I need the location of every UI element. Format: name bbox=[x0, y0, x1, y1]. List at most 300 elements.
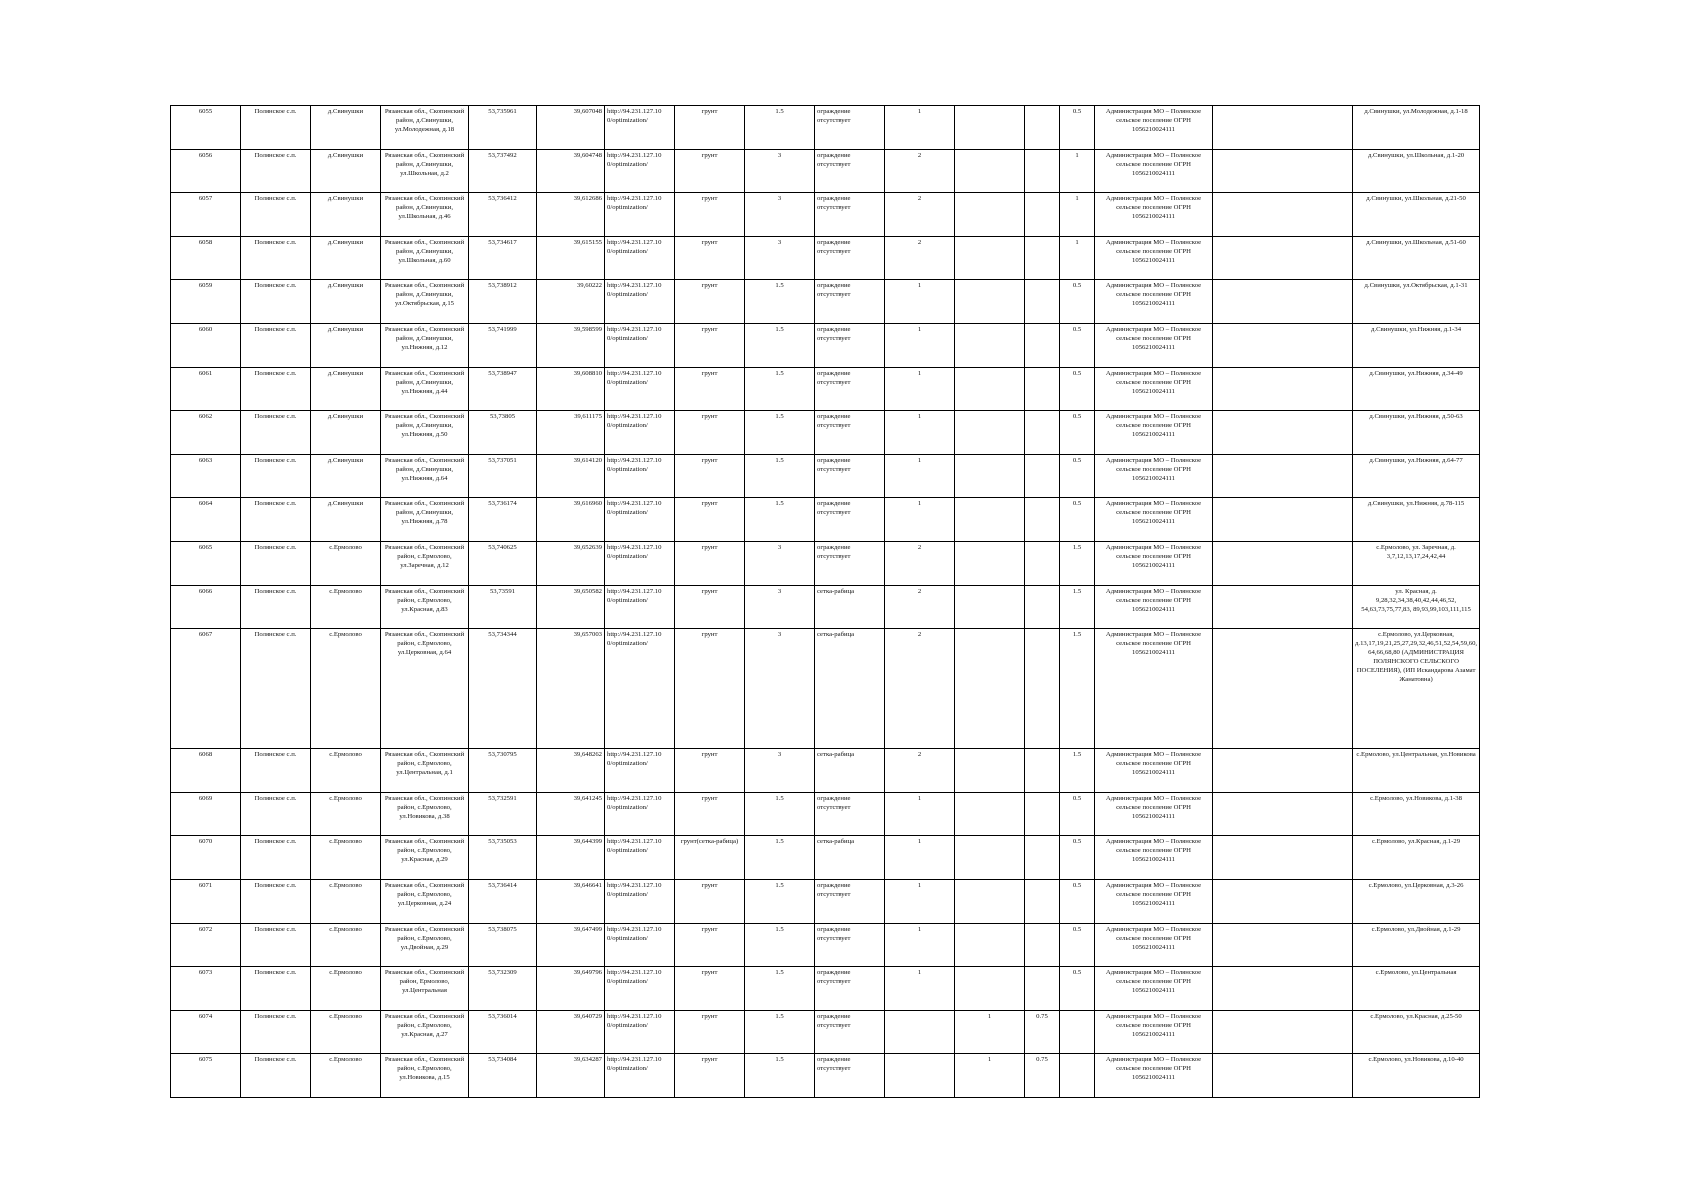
cell-area: 1.5 bbox=[745, 923, 815, 967]
cell-url: http://94.231.127.10 0/optimization/ bbox=[605, 967, 675, 1011]
cell-area: 3 bbox=[745, 585, 815, 629]
cell-longitude: 39,641245 bbox=[537, 792, 605, 836]
cell-containers-alt bbox=[955, 149, 1025, 193]
cell-fence: ограждение отсутствует bbox=[815, 149, 885, 193]
cell-containers: 2 bbox=[885, 749, 955, 793]
cell-containers-alt bbox=[955, 193, 1025, 237]
cell-address: Рязанская обл., Скопинский район, с.Ермолово, ул.Центральная, д.1 bbox=[381, 749, 469, 793]
table-row bbox=[171, 149, 1480, 193]
cell-url: http://94.231.127.10 0/optimization/ bbox=[605, 106, 675, 150]
cell-number: 6067 bbox=[171, 629, 241, 749]
cell-owner: Администрация МО – Полянское сельское поселение ОГРН 1056210024111 bbox=[1095, 454, 1213, 498]
cell-latitude: 53,732591 bbox=[469, 792, 537, 836]
cell-volume-alt bbox=[1025, 967, 1060, 1011]
cell-locality: с.Ермолово bbox=[311, 923, 381, 967]
cell-surface: грунт bbox=[675, 792, 745, 836]
cell-served-addresses: с.Ермолово, ул.Новикова, д.1-38 bbox=[1353, 792, 1480, 836]
cell-area: 1.5 bbox=[745, 1054, 815, 1098]
cell-area: 1.5 bbox=[745, 498, 815, 542]
cell-containers-alt: 1 bbox=[955, 1054, 1025, 1098]
cell-volume: 0.5 bbox=[1060, 454, 1095, 498]
cell-settlement: Полянское с.п. bbox=[241, 629, 311, 749]
cell-fence: ограждение отсутствует bbox=[815, 879, 885, 923]
cell-settlement: Полянское с.п. bbox=[241, 923, 311, 967]
cell-area: 1.5 bbox=[745, 367, 815, 411]
cell-fence: ограждение отсутствует bbox=[815, 498, 885, 542]
cell-area: 1.5 bbox=[745, 280, 815, 324]
cell-locality: с.Ермолово bbox=[311, 749, 381, 793]
cell-longitude: 39,616960 bbox=[537, 498, 605, 542]
cell-url: http://94.231.127.10 0/optimization/ bbox=[605, 749, 675, 793]
cell-locality: д.Свинушки bbox=[311, 149, 381, 193]
cell-latitude: 53,736014 bbox=[469, 1010, 537, 1054]
cell-longitude: 39,615155 bbox=[537, 236, 605, 280]
table-row bbox=[171, 236, 1480, 280]
cell-served-addresses: с.Ермолово, ул.Новикова, д.10-40 bbox=[1353, 1054, 1480, 1098]
cell-served-addresses: д.Свинушки, ул.Нижняя, д.1-34 bbox=[1353, 323, 1480, 367]
cell-served-addresses: ул. Красная, д. 9,28,32,34,38,40,42,44,46,52, 54,63,73,75,77,83, 89,93,99,103,111,115 bbox=[1353, 585, 1480, 629]
cell-owner: Администрация МО – Полянское сельское поселение ОГРН 1056210024111 bbox=[1095, 193, 1213, 237]
cell-owner: Администрация МО – Полянское сельское поселение ОГРН 1056210024111 bbox=[1095, 367, 1213, 411]
cell-containers bbox=[885, 1054, 955, 1098]
cell-containers: 1 bbox=[885, 879, 955, 923]
cell-latitude: 53,732309 bbox=[469, 967, 537, 1011]
cell-locality: д.Свинушки bbox=[311, 367, 381, 411]
table-row bbox=[171, 923, 1480, 967]
cell-owner: Администрация МО – Полянское сельское поселение ОГРН 1056210024111 bbox=[1095, 792, 1213, 836]
cell-containers: 1 bbox=[885, 498, 955, 542]
cell-settlement: Полянское с.п. bbox=[241, 106, 311, 150]
cell-containers: 1 bbox=[885, 280, 955, 324]
cell-containers: 2 bbox=[885, 193, 955, 237]
cell-locality: с.Ермолово bbox=[311, 585, 381, 629]
cell-volume-alt bbox=[1025, 193, 1060, 237]
cell-containers-alt bbox=[955, 323, 1025, 367]
cell-owner: Администрация МО – Полянское сельское поселение ОГРН 1056210024111 bbox=[1095, 236, 1213, 280]
cell-address: Рязанская обл., Скопинский район, Ермолово, ул.Центральная bbox=[381, 967, 469, 1011]
cell-settlement: Полянское с.п. bbox=[241, 836, 311, 880]
cell-area: 3 bbox=[745, 193, 815, 237]
cell-fence: ограждение отсутствует bbox=[815, 280, 885, 324]
cell-url: http://94.231.127.10 0/optimization/ bbox=[605, 411, 675, 455]
cell-owner: Администрация МО – Полянское сельское поселение ОГРН 1056210024111 bbox=[1095, 585, 1213, 629]
cell-extra bbox=[1213, 792, 1353, 836]
cell-address: Рязанская обл., Скопинский район, д.Свинушки, ул.Нижняя, д.50 bbox=[381, 411, 469, 455]
cell-settlement: Полянское с.п. bbox=[241, 367, 311, 411]
cell-number: 6062 bbox=[171, 411, 241, 455]
table-row bbox=[171, 1054, 1480, 1098]
cell-containers: 2 bbox=[885, 149, 955, 193]
cell-latitude: 53,736412 bbox=[469, 193, 537, 237]
cell-volume-alt bbox=[1025, 323, 1060, 367]
table-row bbox=[171, 193, 1480, 237]
cell-served-addresses: д.Свинушки, ул.Нижняя, д.50-63 bbox=[1353, 411, 1480, 455]
cell-extra bbox=[1213, 1010, 1353, 1054]
cell-number: 6068 bbox=[171, 749, 241, 793]
cell-url: http://94.231.127.10 0/optimization/ bbox=[605, 1010, 675, 1054]
cell-volume-alt bbox=[1025, 367, 1060, 411]
cell-volume-alt bbox=[1025, 585, 1060, 629]
cell-surface: грунт bbox=[675, 236, 745, 280]
cell-address: Рязанская обл., Скопинский район, с.Ермолово, ул.Новикова, д.38 bbox=[381, 792, 469, 836]
cell-locality: д.Свинушки bbox=[311, 193, 381, 237]
cell-volume-alt bbox=[1025, 629, 1060, 749]
cell-fence: ограждение отсутствует bbox=[815, 1010, 885, 1054]
cell-volume: 0.5 bbox=[1060, 967, 1095, 1011]
cell-served-addresses: с.Ермолово, ул.Центральная, ул.Новикова bbox=[1353, 749, 1480, 793]
cell-extra bbox=[1213, 836, 1353, 880]
table-row bbox=[171, 280, 1480, 324]
cell-area: 1.5 bbox=[745, 1010, 815, 1054]
cell-owner: Администрация МО – Полянское сельское поселение ОГРН 1056210024111 bbox=[1095, 967, 1213, 1011]
cell-url: http://94.231.127.10 0/optimization/ bbox=[605, 323, 675, 367]
cell-url: http://94.231.127.10 0/optimization/ bbox=[605, 367, 675, 411]
cell-surface: грунт bbox=[675, 193, 745, 237]
cell-owner: Администрация МО – Полянское сельское поселение ОГРН 1056210024111 bbox=[1095, 629, 1213, 749]
cell-url: http://94.231.127.10 0/optimization/ bbox=[605, 585, 675, 629]
cell-url: http://94.231.127.10 0/optimization/ bbox=[605, 836, 675, 880]
cell-settlement: Полянское с.п. bbox=[241, 792, 311, 836]
cell-number: 6071 bbox=[171, 879, 241, 923]
cell-latitude: 53,737051 bbox=[469, 454, 537, 498]
cell-latitude: 53,735961 bbox=[469, 106, 537, 150]
cell-served-addresses: с.Ермолово, ул.Двойная, д.1-29 bbox=[1353, 923, 1480, 967]
cell-number: 6059 bbox=[171, 280, 241, 324]
cell-latitude: 53,741999 bbox=[469, 323, 537, 367]
cell-owner: Администрация МО – Полянское сельское поселение ОГРН 1056210024111 bbox=[1095, 1054, 1213, 1098]
cell-extra bbox=[1213, 149, 1353, 193]
cell-served-addresses: д.Свинушки, ул.Нижняя, д.64-77 bbox=[1353, 454, 1480, 498]
cell-served-addresses: с.Ермолово, ул.Красная, д.1-29 bbox=[1353, 836, 1480, 880]
cell-containers-alt bbox=[955, 967, 1025, 1011]
cell-volume: 0.5 bbox=[1060, 411, 1095, 455]
cell-url: http://94.231.127.10 0/optimization/ bbox=[605, 629, 675, 749]
cell-settlement: Полянское с.п. bbox=[241, 193, 311, 237]
cell-longitude: 39,647499 bbox=[537, 923, 605, 967]
cell-latitude: 53,738075 bbox=[469, 923, 537, 967]
table-row bbox=[171, 836, 1480, 880]
cell-locality: с.Ермолово bbox=[311, 1054, 381, 1098]
cell-containers bbox=[885, 1010, 955, 1054]
cell-url: http://94.231.127.10 0/optimization/ bbox=[605, 923, 675, 967]
cell-extra bbox=[1213, 967, 1353, 1011]
cell-surface: грунт bbox=[675, 541, 745, 585]
cell-longitude: 39,598599 bbox=[537, 323, 605, 367]
table-row bbox=[171, 411, 1480, 455]
cell-served-addresses: д.Свинушки, ул.Школьная, д.1-20 bbox=[1353, 149, 1480, 193]
cell-served-addresses: с.Ермолово, ул.Центральная bbox=[1353, 967, 1480, 1011]
cell-extra bbox=[1213, 280, 1353, 324]
cell-served-addresses: с.Ермолово, ул.Церковная, д.13,17,19,21,25,27,29,32,46,51,52,54,59,60, 64,66,68,80 (АДМИНИСТРАЦИЯ ПОЛЯНСКОГО СЕЛЬСКОГО ПОСЕЛЕНИЯ), (ИП Искандарова Азамат Жанатовна) bbox=[1353, 629, 1480, 749]
cell-settlement: Полянское с.п. bbox=[241, 541, 311, 585]
cell-extra bbox=[1213, 411, 1353, 455]
cell-volume-alt bbox=[1025, 498, 1060, 542]
cell-containers-alt bbox=[955, 367, 1025, 411]
cell-volume: 1 bbox=[1060, 193, 1095, 237]
cell-number: 6073 bbox=[171, 967, 241, 1011]
cell-number: 6056 bbox=[171, 149, 241, 193]
cell-latitude: 53,735053 bbox=[469, 836, 537, 880]
cell-longitude: 39,60222 bbox=[537, 280, 605, 324]
cell-containers-alt bbox=[955, 749, 1025, 793]
cell-surface: грунт bbox=[675, 923, 745, 967]
cell-surface: грунт bbox=[675, 879, 745, 923]
table-row bbox=[171, 585, 1480, 629]
cell-locality: д.Свинушки bbox=[311, 106, 381, 150]
cell-volume: 0.5 bbox=[1060, 792, 1095, 836]
cell-volume: 1 bbox=[1060, 149, 1095, 193]
cell-volume-alt bbox=[1025, 454, 1060, 498]
cell-owner: Администрация МО – Полянское сельское поселение ОГРН 1056210024111 bbox=[1095, 541, 1213, 585]
cell-surface: грунт bbox=[675, 106, 745, 150]
cell-containers-alt bbox=[955, 411, 1025, 455]
cell-settlement: Полянское с.п. bbox=[241, 149, 311, 193]
cell-volume bbox=[1060, 1010, 1095, 1054]
cell-served-addresses: д.Свинушки, ул.Октябрьская, д.1-31 bbox=[1353, 280, 1480, 324]
cell-settlement: Полянское с.п. bbox=[241, 879, 311, 923]
cell-owner: Администрация МО – Полянское сельское поселение ОГРН 1056210024111 bbox=[1095, 280, 1213, 324]
cell-served-addresses: д.Свинушки, ул.Школьная, д.51-60 bbox=[1353, 236, 1480, 280]
cell-containers: 1 bbox=[885, 106, 955, 150]
cell-locality: д.Свинушки bbox=[311, 280, 381, 324]
table-row bbox=[171, 323, 1480, 367]
cell-area: 3 bbox=[745, 149, 815, 193]
cell-settlement: Полянское с.п. bbox=[241, 967, 311, 1011]
cell-containers: 2 bbox=[885, 236, 955, 280]
cell-owner: Администрация МО – Полянское сельское поселение ОГРН 1056210024111 bbox=[1095, 923, 1213, 967]
cell-url: http://94.231.127.10 0/optimization/ bbox=[605, 236, 675, 280]
cell-longitude: 39,649796 bbox=[537, 967, 605, 1011]
cell-volume-alt bbox=[1025, 879, 1060, 923]
cell-fence: ограждение отсутствует bbox=[815, 193, 885, 237]
cell-locality: д.Свинушки bbox=[311, 454, 381, 498]
cell-extra bbox=[1213, 454, 1353, 498]
cell-locality: с.Ермолово bbox=[311, 792, 381, 836]
cell-fence: ограждение отсутствует bbox=[815, 792, 885, 836]
cell-volume-alt bbox=[1025, 541, 1060, 585]
cell-number: 6065 bbox=[171, 541, 241, 585]
cell-surface: грунт bbox=[675, 323, 745, 367]
cell-containers-alt bbox=[955, 236, 1025, 280]
cell-latitude: 53,734617 bbox=[469, 236, 537, 280]
cell-number: 6070 bbox=[171, 836, 241, 880]
cell-containers: 1 bbox=[885, 923, 955, 967]
cell-settlement: Полянское с.п. bbox=[241, 585, 311, 629]
cell-settlement: Полянское с.п. bbox=[241, 236, 311, 280]
cell-number: 6069 bbox=[171, 792, 241, 836]
cell-owner: Администрация МО – Полянское сельское поселение ОГРН 1056210024111 bbox=[1095, 749, 1213, 793]
cell-volume-alt: 0.75 bbox=[1025, 1054, 1060, 1098]
cell-volume-alt bbox=[1025, 792, 1060, 836]
cell-longitude: 39,644399 bbox=[537, 836, 605, 880]
cell-area: 1.5 bbox=[745, 454, 815, 498]
cell-address: Рязанская обл., Скопинский район, д.Свинушки, ул.Школьная, д.60 bbox=[381, 236, 469, 280]
cell-longitude: 39,652639 bbox=[537, 541, 605, 585]
cell-extra bbox=[1213, 367, 1353, 411]
cell-area: 3 bbox=[745, 236, 815, 280]
cell-number: 6074 bbox=[171, 1010, 241, 1054]
cell-owner: Администрация МО – Полянское сельское поселение ОГРН 1056210024111 bbox=[1095, 149, 1213, 193]
cell-settlement: Полянское с.п. bbox=[241, 454, 311, 498]
cell-volume: 0.5 bbox=[1060, 879, 1095, 923]
cell-address: Рязанская обл., Скопинский район, с.Ермолово, ул.Двойная, д.29 bbox=[381, 923, 469, 967]
cell-locality: с.Ермолово bbox=[311, 629, 381, 749]
cell-number: 6063 bbox=[171, 454, 241, 498]
cell-address: Рязанская обл., Скопинский район, с.Ермолово, ул.Церковная, д.24 bbox=[381, 879, 469, 923]
cell-address: Рязанская обл., Скопинский район, д.Свинушки, ул.Молодежная, д.18 bbox=[381, 106, 469, 150]
cell-area: 1.5 bbox=[745, 411, 815, 455]
cell-area: 1.5 bbox=[745, 836, 815, 880]
cell-fence: сетка-рабица bbox=[815, 585, 885, 629]
cell-extra bbox=[1213, 585, 1353, 629]
cell-containers: 2 bbox=[885, 629, 955, 749]
cell-served-addresses: с.Ермолово, ул.Красная, д.25-50 bbox=[1353, 1010, 1480, 1054]
cell-containers-alt bbox=[955, 498, 1025, 542]
table-row bbox=[171, 879, 1480, 923]
cell-settlement: Полянское с.п. bbox=[241, 323, 311, 367]
cell-area: 1.5 bbox=[745, 967, 815, 1011]
cell-url: http://94.231.127.10 0/optimization/ bbox=[605, 792, 675, 836]
cell-owner: Администрация МО – Полянское сельское поселение ОГРН 1056210024111 bbox=[1095, 106, 1213, 150]
cell-number: 6072 bbox=[171, 923, 241, 967]
cell-fence: ограждение отсутствует bbox=[815, 106, 885, 150]
cell-served-addresses: д.Свинушки, ул.Молодежная, д.1-18 bbox=[1353, 106, 1480, 150]
cell-url: http://94.231.127.10 0/optimization/ bbox=[605, 541, 675, 585]
cell-containers: 1 bbox=[885, 836, 955, 880]
cell-fence: ограждение отсутствует bbox=[815, 923, 885, 967]
cell-containers-alt bbox=[955, 923, 1025, 967]
cell-url: http://94.231.127.10 0/optimization/ bbox=[605, 879, 675, 923]
cell-longitude: 39,612686 bbox=[537, 193, 605, 237]
cell-latitude: 53,73591 bbox=[469, 585, 537, 629]
cell-locality: д.Свинушки bbox=[311, 236, 381, 280]
cell-extra bbox=[1213, 541, 1353, 585]
cell-surface: грунт(сетка-рабица) bbox=[675, 836, 745, 880]
table-row bbox=[171, 792, 1480, 836]
cell-locality: д.Свинушки bbox=[311, 498, 381, 542]
cell-number: 6058 bbox=[171, 236, 241, 280]
cell-url: http://94.231.127.10 0/optimization/ bbox=[605, 280, 675, 324]
cell-containers-alt bbox=[955, 280, 1025, 324]
cell-surface: грунт bbox=[675, 498, 745, 542]
cell-area: 1.5 bbox=[745, 323, 815, 367]
table-row bbox=[171, 454, 1480, 498]
cell-extra bbox=[1213, 498, 1353, 542]
cell-surface: грунт bbox=[675, 149, 745, 193]
cell-address: Рязанская обл., Скопинский район, д.Свинушки, ул.Нижняя, д.44 bbox=[381, 367, 469, 411]
cell-served-addresses: д.Свинушки, ул.Школьная, д.21-50 bbox=[1353, 193, 1480, 237]
cell-containers: 1 bbox=[885, 411, 955, 455]
cell-surface: грунт bbox=[675, 454, 745, 498]
cell-containers: 1 bbox=[885, 323, 955, 367]
cell-volume-alt: 0.75 bbox=[1025, 1010, 1060, 1054]
cell-longitude: 39,634287 bbox=[537, 1054, 605, 1098]
cell-address: Рязанская обл., Скопинский район, с.Ермолово, ул.Заречная, д.12 bbox=[381, 541, 469, 585]
cell-volume: 0.5 bbox=[1060, 923, 1095, 967]
cell-containers: 1 bbox=[885, 792, 955, 836]
cell-address: Рязанская обл., Скопинский район, д.Свинушки, ул.Нижняя, д.12 bbox=[381, 323, 469, 367]
cell-fence: ограждение отсутствует bbox=[815, 967, 885, 1011]
cell-fence: ограждение отсутствует bbox=[815, 236, 885, 280]
table-row bbox=[171, 541, 1480, 585]
cell-containers: 1 bbox=[885, 454, 955, 498]
cell-volume-alt bbox=[1025, 280, 1060, 324]
cell-containers-alt bbox=[955, 879, 1025, 923]
cell-containers-alt bbox=[955, 454, 1025, 498]
cell-latitude: 53,740625 bbox=[469, 541, 537, 585]
cell-containers: 1 bbox=[885, 367, 955, 411]
cell-url: http://94.231.127.10 0/optimization/ bbox=[605, 454, 675, 498]
cell-volume-alt bbox=[1025, 411, 1060, 455]
cell-area: 3 bbox=[745, 629, 815, 749]
cell-extra bbox=[1213, 923, 1353, 967]
cell-area: 3 bbox=[745, 541, 815, 585]
cell-volume: 0.5 bbox=[1060, 323, 1095, 367]
cell-owner: Администрация МО – Полянское сельское поселение ОГРН 1056210024111 bbox=[1095, 1010, 1213, 1054]
cell-fence: ограждение отсутствует bbox=[815, 541, 885, 585]
cell-extra bbox=[1213, 1054, 1353, 1098]
cell-fence: сетка-рабица bbox=[815, 836, 885, 880]
cell-url: http://94.231.127.10 0/optimization/ bbox=[605, 1054, 675, 1098]
cell-number: 6075 bbox=[171, 1054, 241, 1098]
cell-surface: грунт bbox=[675, 629, 745, 749]
cell-latitude: 53,734084 bbox=[469, 1054, 537, 1098]
table-row bbox=[171, 629, 1480, 749]
cell-surface: грунт bbox=[675, 1010, 745, 1054]
cell-owner: Администрация МО – Полянское сельское поселение ОГРН 1056210024111 bbox=[1095, 411, 1213, 455]
cell-served-addresses: с.Ермолово, ул. Заречная, д. 3,7,12,13,17,24,42,44 bbox=[1353, 541, 1480, 585]
table-row bbox=[171, 106, 1480, 150]
cell-extra bbox=[1213, 106, 1353, 150]
cell-surface: грунт bbox=[675, 367, 745, 411]
cell-area: 1.5 bbox=[745, 879, 815, 923]
cell-fence: ограждение отсутствует bbox=[815, 411, 885, 455]
cell-address: Рязанская обл., Скопинский район, д.Свинушки, ул.Школьная, д.2 bbox=[381, 149, 469, 193]
cell-volume-alt bbox=[1025, 749, 1060, 793]
cell-number: 6060 bbox=[171, 323, 241, 367]
cell-containers: 2 bbox=[885, 541, 955, 585]
cell-latitude: 53,734344 bbox=[469, 629, 537, 749]
cell-longitude: 39,607048 bbox=[537, 106, 605, 150]
cell-fence: сетка-рабица bbox=[815, 629, 885, 749]
cell-volume-alt bbox=[1025, 923, 1060, 967]
cell-served-addresses: д.Свинушки, ул.Нижняя, д.78-115 bbox=[1353, 498, 1480, 542]
cell-containers: 1 bbox=[885, 967, 955, 1011]
cell-settlement: Полянское с.п. bbox=[241, 749, 311, 793]
cell-volume: 1.5 bbox=[1060, 585, 1095, 629]
cell-latitude: 53,730795 bbox=[469, 749, 537, 793]
cell-volume-alt bbox=[1025, 149, 1060, 193]
cell-address: Рязанская обл., Скопинский район, д.Свинушки, ул.Октябрьская, д.15 bbox=[381, 280, 469, 324]
cell-extra bbox=[1213, 236, 1353, 280]
cell-settlement: Полянское с.п. bbox=[241, 1054, 311, 1098]
cell-number: 6057 bbox=[171, 193, 241, 237]
cell-locality: д.Свинушки bbox=[311, 411, 381, 455]
cell-latitude: 53,738912 bbox=[469, 280, 537, 324]
registry-table bbox=[170, 105, 1480, 1098]
cell-served-addresses: с.Ермолово, ул.Церковная, д.3-26 bbox=[1353, 879, 1480, 923]
cell-surface: грунт bbox=[675, 749, 745, 793]
cell-fence: ограждение отсутствует bbox=[815, 1054, 885, 1098]
cell-extra bbox=[1213, 749, 1353, 793]
cell-address: Рязанская обл., Скопинский район, с.Ермолово, ул.Красная, д.27 bbox=[381, 1010, 469, 1054]
cell-address: Рязанская обл., Скопинский район, с.Ермолово, ул.Новикова, д.15 bbox=[381, 1054, 469, 1098]
cell-surface: грунт bbox=[675, 967, 745, 1011]
cell-owner: Администрация МО – Полянское сельское поселение ОГРН 1056210024111 bbox=[1095, 323, 1213, 367]
cell-volume: 1.5 bbox=[1060, 541, 1095, 585]
cell-volume: 0.5 bbox=[1060, 106, 1095, 150]
table-row bbox=[171, 967, 1480, 1011]
